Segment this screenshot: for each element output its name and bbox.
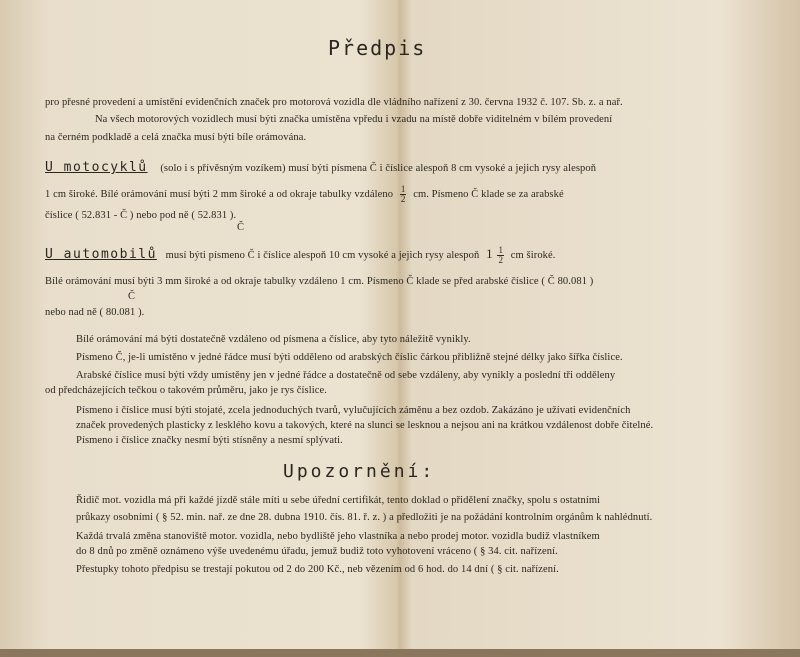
fraction-numerator: 1: [400, 184, 406, 194]
rule-line-1: Bílé orámování má býti dostatečně vzdáleno od písmena a číslice, aby tyto náležitě vynikly.: [76, 334, 471, 345]
document-title: Předpis: [328, 36, 427, 60]
cars-text-1a: musí býti písmeno Č i číslice alespoň 10 cm vysoké a jejich rysy alespoň: [165, 249, 480, 261]
rule-line-3: Arabské číslice musí býti vždy umístěny jen v jedné řádce a dostatečně od sebe vzdáleny, aby vynikly a poslední tři odděleny: [76, 370, 616, 381]
rule-line-7: Písmeno i číslice značky nesmí býti stísněny a nesmí splývati.: [76, 435, 343, 446]
warning-line-3: Každá trvalá změna stanoviště motor. vozidla, nebo bydliště jeho vlastníka a nebo prodej motor. vozidla budiž vlastníkem: [76, 531, 600, 542]
cars-text-1b: cm široké.: [510, 249, 556, 261]
paper-bottom-edge: [0, 649, 800, 657]
motorcycles-text-2a: 1 cm široké. Bílé orámování musí býti 2 mm široké a od okraje tabulky vzdáleno: [45, 188, 394, 200]
rule-line-6: značek provedených plasticky z lesklého kovu a takových, které na slunci se lesknou a nejsou ani na krátkou vzdálenost dobře čitelné.: [76, 420, 654, 431]
fraction-denominator: 2: [498, 255, 504, 265]
rule-line-2: Písmeno Č, je-li umístěno v jedné řádce musí býti odděleno od arabských číslic čárkou přibližně stejné délky jako šířka číslice.: [76, 352, 623, 363]
motorcycles-text-1: (solo i s přívěsným vozíkem) musí býti písmena Č i číslice alespoň 8 cm vysoké a jejich rysy alespoň: [160, 163, 597, 174]
warning-line-1: Řidič mot. vozidla má při každé jízdě stále míti u sebe úřední certifikát, tento doklad o přidělení značky, spolu s ostatními: [76, 495, 601, 506]
fraction-numerator: 1: [498, 245, 504, 255]
warning-line-2: průkazy osobními ( § 52. min. nař. ze dne 28. dubna 1910. čís. 81. ř. z. ) a předložiti je na požádání kontrolním orgánům k nahlédnutí.: [76, 512, 653, 523]
cars-letter-above: Č: [128, 291, 136, 302]
rule-line-5: Písmeno i číslice musí býti stojaté, zcela jednoduchých tvarů, vylučujících záměnu a bez ozdob. Zakázáno je užívati evidenčních: [76, 405, 631, 416]
warning-line-5: Přestupky tohoto předpisu se trestají pokutou od 2 do 200 Kč., neb vězením od 6 hod. do 14 dní ( § cit. nařízení.: [76, 564, 559, 575]
motorcycles-fraction: [400, 185, 407, 204]
motorcycles-text-2b: cm. Písmeno Č klade se za arabské: [413, 188, 564, 200]
intro-line-1: pro přesné provedení a umístění evidenčních značek pro motorová vozidla dle vládního nařízení z 30. června 1932 č. 107. Sb. z. a nař.: [45, 97, 623, 108]
motorcycles-heading: U motocyklů: [45, 160, 148, 175]
motorcycles-line-2: [45, 185, 564, 204]
motorcycles-line-1: [45, 161, 596, 176]
cars-line-1: [45, 246, 556, 265]
cars-line-3: nebo nad ně ( 80.081 ).: [45, 307, 145, 318]
intro-line-2: Na všech motorových vozidlech musí býti značka umístěna vpředu i vzadu na místě dobře viditelném v bílém provedení: [95, 114, 613, 125]
motorcycles-letter-below: Č: [237, 222, 245, 233]
cars-line-2: Bílé orámování musí býti 3 mm široké a od okraje tabulky vzdáleno 1 cm. Písmeno Č klade se před arabské číslice ( Č 80.081 ): [45, 276, 594, 287]
cars-fraction: [497, 246, 504, 265]
cars-whole-number: 1: [486, 245, 493, 261]
intro-line-3: na černém podkladě a celá značka musí býti bíle orámována.: [45, 132, 307, 143]
warning-line-4: do 8 dnů po změně oznámeno výše uvedenému úřadu, jemuž budiž toto vyhotovení vráceno ( § 34. cit. nařízení.: [76, 546, 558, 557]
warning-title: Upozornění:: [283, 461, 436, 482]
cars-heading: U automobilů: [45, 246, 157, 262]
rule-line-4: od předcházejících tečkou o takovém průměru, jako je rys číslice.: [45, 385, 328, 396]
fraction-denominator: 2: [400, 194, 406, 204]
motorcycles-line-3: číslice ( 52.831 - Č ) nebo pod ně ( 52.831 ).: [45, 210, 237, 221]
